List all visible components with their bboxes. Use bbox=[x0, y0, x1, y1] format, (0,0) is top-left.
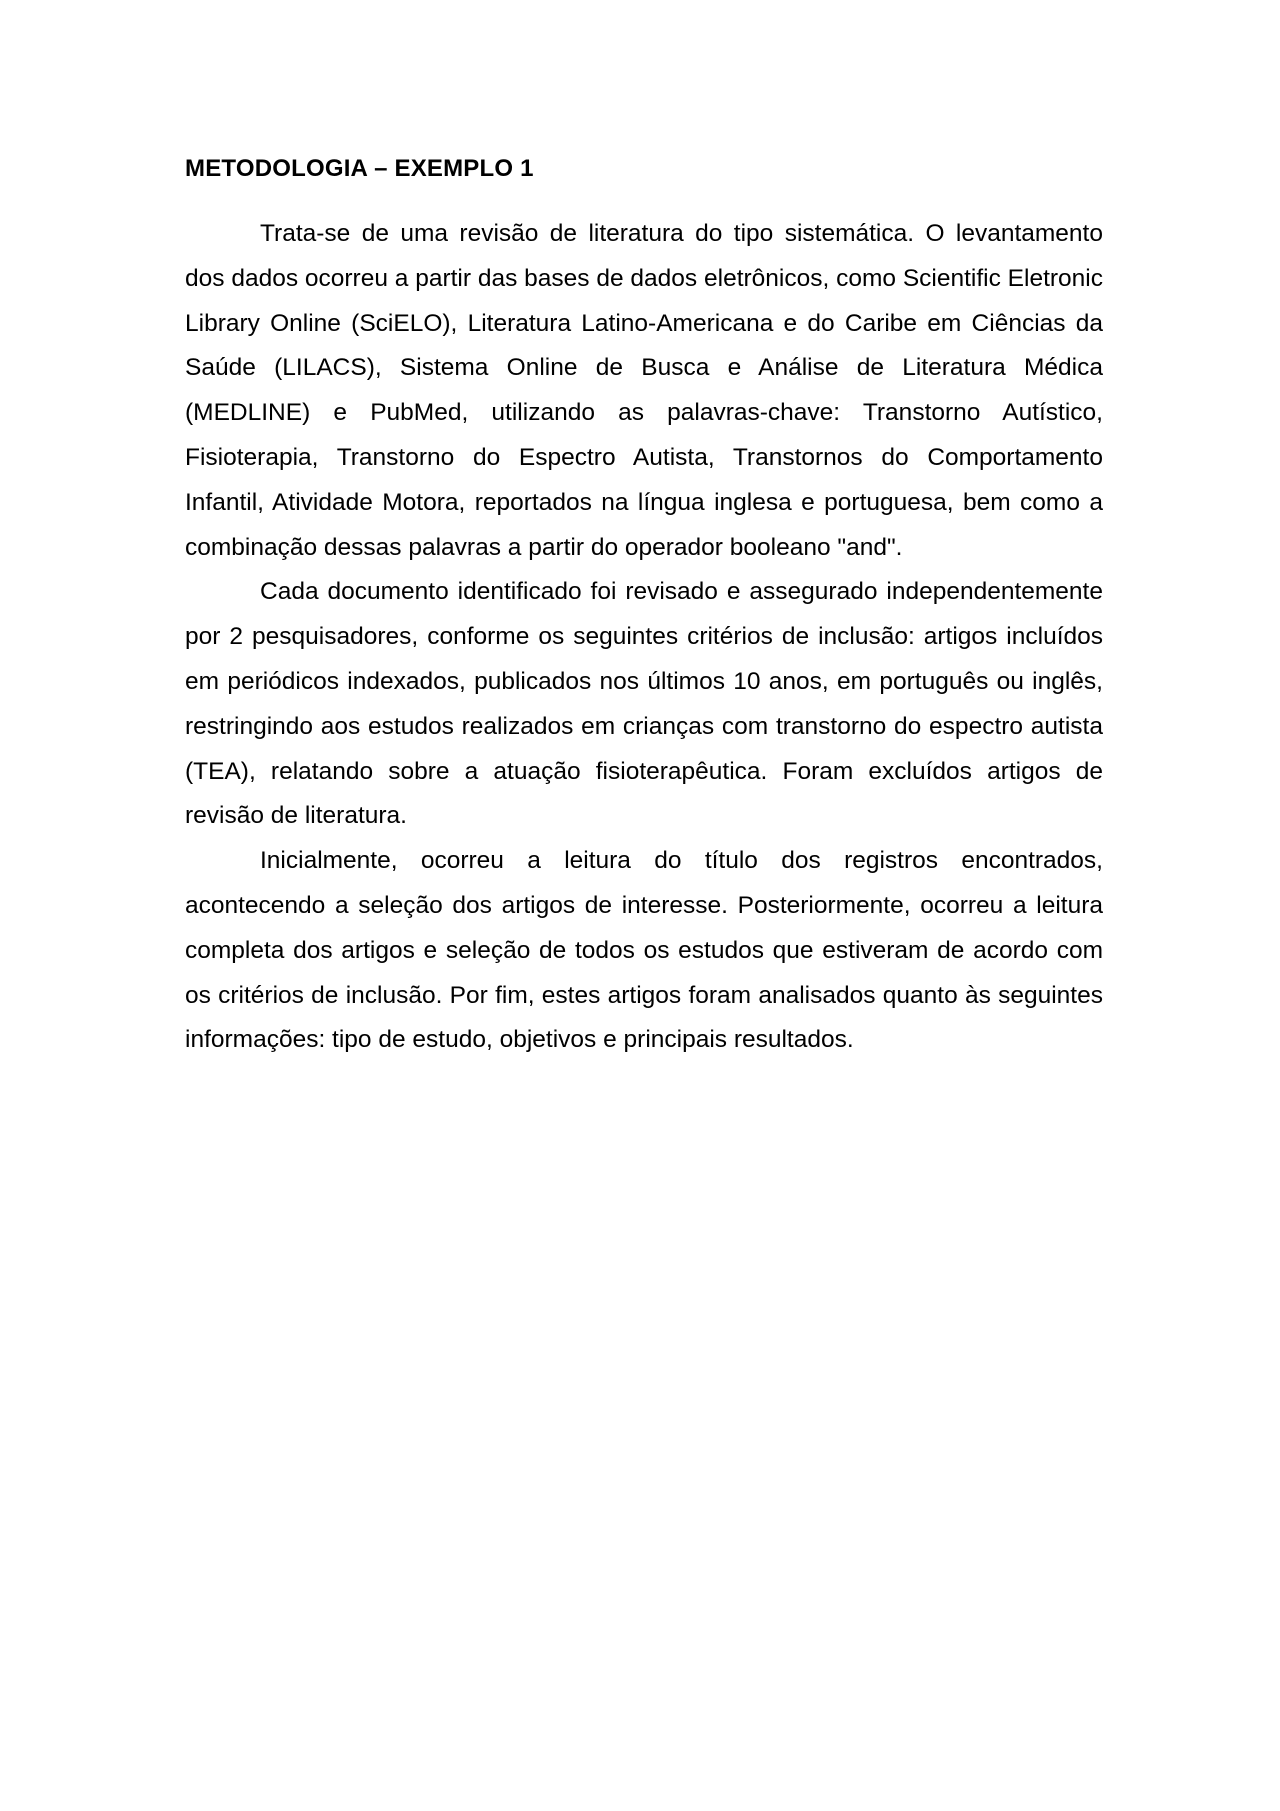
paragraph-3: Inicialmente, ocorreu a leitura do título dos registros encontrados, acontecendo a seleção dos artigos de interesse. Posteriormente, ocorreu a leitura completa dos artigos e seleção de todos os estudos que estiveram de acordo com os critérios de inclusão. Por fim, estes artigos foram analisados quanto às seguintes informações: tipo de estudo, objetivos e principais resultados. bbox=[185, 847, 1103, 1054]
document-body bbox=[185, 150, 1103, 1063]
section-title: METODOLOGIA – EXEMPLO 1 bbox=[185, 155, 534, 182]
paragraph-2: Cada documento identificado foi revisado e assegurado independentemente por 2 pesquisadores, conforme os seguintes critérios de inclusão: artigos incluídos em periódicos indexados, publicados nos últimos 10 anos, em português ou inglês, restringindo aos estudos realizados em crianças com transtorno do espectro autista (TEA), relatando sobre a atuação fisioterapêutica. Foram excluídos artigos de revisão de literatura. bbox=[185, 578, 1103, 830]
paragraph-1: Trata-se de uma revisão de literatura do tipo sistemática. O levantamento dos dados ocorreu a partir das bases de dados eletrônicos, como Scientific Eletronic Library Online (SciELO), Literatura Latino-Americana e do Caribe em Ciências da Saúde (LILACS), Sistema Online de Busca e Análise de Literatura Médica (MEDLINE) e PubMed, utilizando as palavras-chave: Transtorno Autístico, Fisioterapia, Transtorno do Espectro Autista, Transtornos do Comportamento Infantil, Atividade Motora, reportados na língua inglesa e portuguesa, bem como a combinação dessas palavras a partir do operador booleano "and". bbox=[185, 220, 1103, 561]
